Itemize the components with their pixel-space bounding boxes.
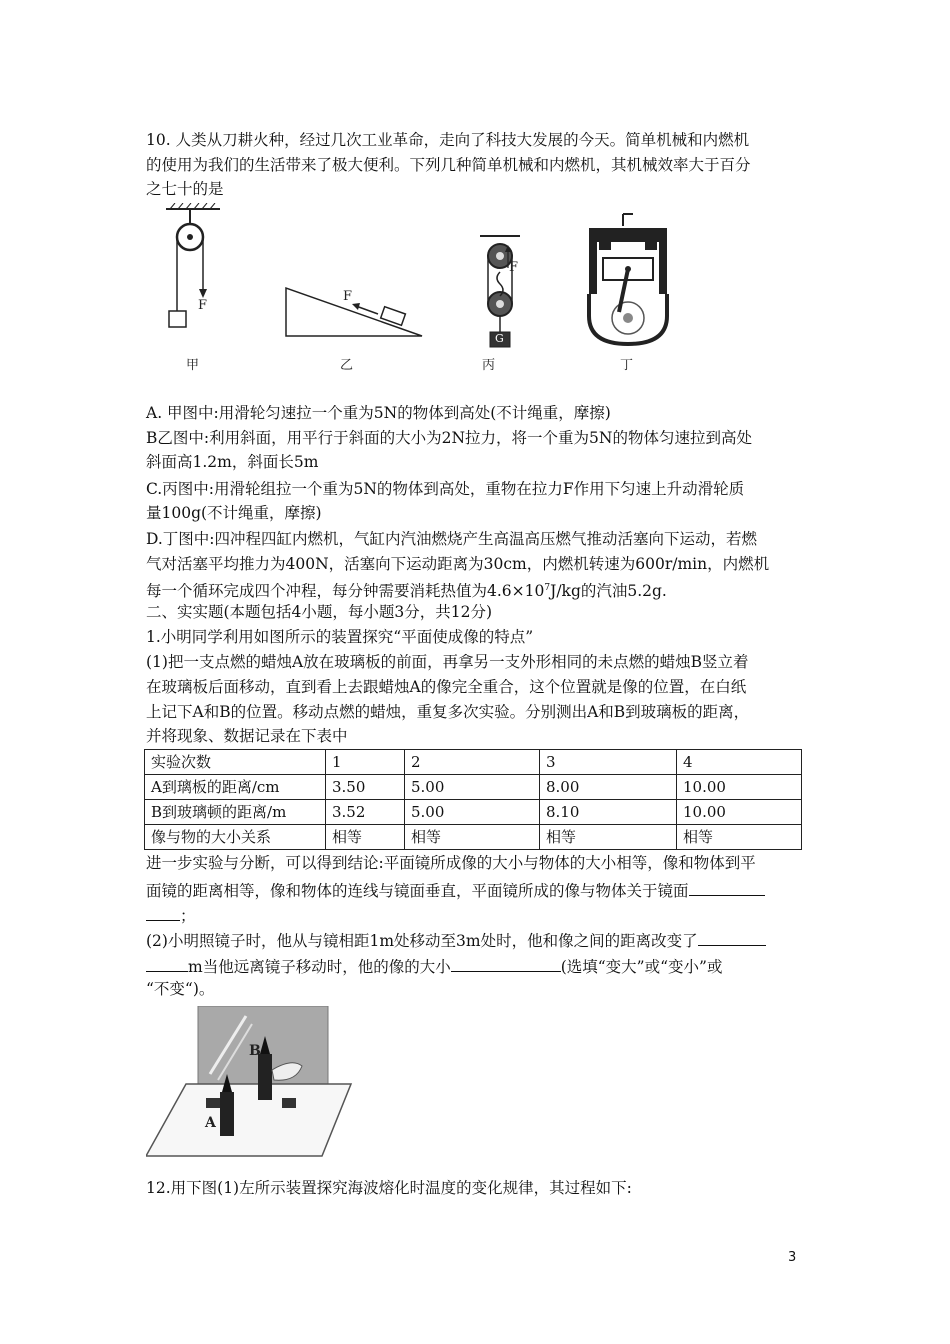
option-c-line-1: C.丙图中:用滑轮组拉一个重为5N的物体到高处，重物在拉力F作用下匀速上升动滑轮质 (146, 480, 745, 498)
answer-blank-1b[interactable] (146, 904, 180, 921)
figure-engine-cylinder (583, 212, 673, 348)
table-row (145, 825, 802, 850)
p2-end: ； (180, 907, 196, 925)
q10-stem-line-2: 的使用为我们的生活带来了极大便利。下列几种简单机械和内燃机，其机械效率大于百分 (146, 156, 751, 174)
option-d-text-b: J/kg的汽油5.2g. (550, 582, 667, 601)
option-a-line-1: A. 甲图中:用滑轮匀速拉一个重为5N的物体到高处(不计绳重，摩擦) (146, 404, 611, 422)
option-b-line-1: B乙图中:利用斜面，用平行于斜面的大小为2N拉力，将一个重为5N的物体匀速拉到高处 (146, 429, 752, 447)
q10-stem-line-1: 10. 人类从刀耕火种，经过几次工业革命，走向了科技大发展的今天。简单机械和内燃机 (146, 131, 750, 149)
table-cell: 8.10 (540, 800, 677, 825)
p1-line-1: (1)把一支点燃的蜡烛A放在玻璃板的前面，再拿另一支外形相同的未点燃的蜡烛B竖立着 (146, 653, 749, 671)
p2-line-2-text: 面镜的距离相等，像和物体的连线与镜面垂直，平面镜所成的像与物体关于镜面 (146, 882, 689, 900)
figure-weight-label: G (495, 332, 504, 345)
option-d-text-a: 每一个循环完成四个冲程，每分钟需要消耗热值为4.6×10 (146, 582, 545, 601)
table-row (145, 800, 802, 825)
p3-line-3: “不变“)。 (146, 980, 215, 998)
table-cell: B到玻璃顿的距离/m (145, 800, 326, 825)
option-d-line-2: 气对活塞平均推力为400N，活塞向下运动距离为30cm，内燃机转速为600r/min，内燃机 (146, 555, 770, 573)
table-cell: 8.00 (540, 775, 677, 800)
figure-label-bing: 丙 (482, 358, 496, 373)
answer-blank-3[interactable] (451, 955, 561, 972)
option-c-line-2: 量100g(不计绳重，摩擦) (146, 504, 322, 522)
table-cell: 相等 (677, 825, 802, 850)
table-header-cell: 1 (326, 750, 405, 775)
q1-title: 1.小明同学利用如图所示的装置探究“平面使成像的特点” (146, 628, 534, 646)
p3-line-2 (146, 955, 722, 977)
p3-line-1-text: (2)小明照镜子时，他从与镜相距1m处移动至3m处时，他和像之间的距离改变了 (146, 932, 698, 950)
table-header-cell: 实验次数 (145, 750, 326, 775)
option-d-line-1: D.丁图中:四冲程四缸内燃机，气缸内汽油燃烧产生高温高压燃气推动活塞向下运动，若燃 (146, 530, 758, 548)
table-cell: 相等 (326, 825, 405, 850)
table-cell: 10.00 (677, 800, 802, 825)
p2-line-1: 进一步实验与分断，可以得到结论:平面镜所成像的大小与物体的大小相等，像和物体到平 (146, 854, 756, 872)
photo-label-a: A (205, 1115, 216, 1131)
p3-line-1 (146, 929, 766, 951)
p2-line-3 (146, 904, 196, 926)
table-cell: A到璃板的距离/cm (145, 775, 326, 800)
option-d-exponent: 7 (544, 583, 551, 593)
table-row (145, 775, 802, 800)
photo-label-b: B (249, 1043, 261, 1059)
p1-line-4: 并将现象、数据记录在下表中 (146, 727, 348, 745)
p1-line-2: 在玻璃板后面移动，直到看上去跟蜡烛A的像完全重合，这个位置就是像的位置，在白纸 (146, 678, 747, 696)
table-cell: 3.50 (326, 775, 405, 800)
table-cell: 像与物的大小关系 (145, 825, 326, 850)
p3-line-2-text-a: m当他远离镜子移动时，他的像的大小 (188, 958, 451, 976)
table-header-cell: 4 (677, 750, 802, 775)
figure-fixed-pulley (160, 203, 230, 335)
figure-force-label-jia: F (198, 298, 208, 313)
figure-force-label-yi: F (343, 289, 353, 304)
page-number: 3 (788, 1250, 797, 1265)
table-cell: 相等 (540, 825, 677, 850)
q10-stem-line-3: 之七十的是 (146, 180, 224, 198)
answer-blank-2b[interactable] (146, 955, 188, 972)
option-b-line-2: 斜面高1.2m，斜面长5m (146, 453, 319, 471)
figure-label-ding: 丁 (620, 358, 634, 373)
table-cell: 10.00 (677, 775, 802, 800)
q12-text: 12.用下图(1)左所示装置探究海波熔化时温度的变化规律，其过程如下: (146, 1179, 632, 1197)
answer-blank-2a[interactable] (698, 929, 766, 946)
table-cell: 相等 (405, 825, 540, 850)
figure-label-jia: 甲 (186, 358, 200, 373)
table-cell: 5.00 (405, 775, 540, 800)
table-header-cell: 3 (540, 750, 677, 775)
table-header-cell: 2 (405, 750, 540, 775)
figure-force-label-bing: F (509, 260, 519, 275)
figure-inclined-plane (280, 282, 430, 340)
p3-line-2-text-b: (选填“变大”或“变小”或 (560, 958, 723, 976)
p2-line-2 (146, 879, 765, 901)
figure-mirror-experiment (146, 1006, 356, 1161)
data-table (144, 749, 802, 850)
figure-label-yi: 乙 (340, 358, 354, 373)
p1-line-3: 上记下A和B的位置。移动点燃的蜡烛，重复多次实验。分别测出A和B到玻璃板的距离， (146, 703, 750, 721)
table-cell: 5.00 (405, 800, 540, 825)
table-header-row (145, 750, 802, 775)
option-d-line-3 (146, 578, 667, 601)
section-2-title: 二、实实题(本题包括4小题，每小题3分，共12分) (146, 603, 493, 621)
answer-blank-1a[interactable] (689, 879, 765, 896)
table-cell: 3.52 (326, 800, 405, 825)
